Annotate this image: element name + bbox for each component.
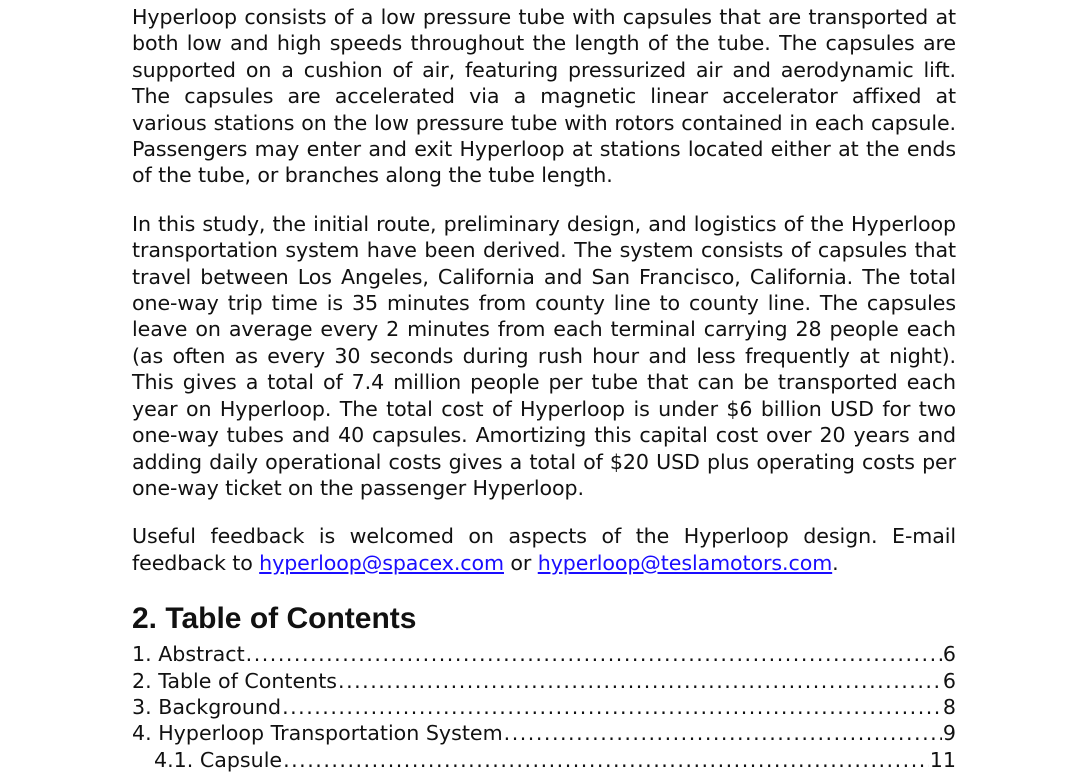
feedback-or-text: or bbox=[503, 550, 538, 575]
abstract-paragraph-1: Hyperloop consists of a low pressure tube with capsules that are transported at both low and high speeds throughout the length of the tube. The capsules are supported on a cushion of air, featuring pressurized air and aerodynamic lift. The capsules are accelerated via a magnetic linear accelerator affixed at various stations on the low pressure tube with rotors contained in each capsule. Passengers may enter and exit Hyperloop at stations located either at the ends of the tube, or branches along the tube length. bbox=[132, 5, 956, 188]
toc-leader-dots bbox=[504, 720, 942, 746]
toc-entry-hyperloop-transportation-system[interactable] bbox=[132, 720, 956, 746]
feedback-text: Useful feedback is welcomed on aspects of the Hyperloop design. E-mail feedback to bbox=[132, 524, 956, 575]
toc-entry-label: 3. Background bbox=[132, 694, 282, 719]
table-of-contents bbox=[132, 641, 956, 773]
toc-entry-page: 11 bbox=[929, 747, 956, 772]
feedback-paragraph bbox=[132, 523, 956, 576]
toc-entry-page: 9 bbox=[942, 721, 956, 746]
toc-leader-dots bbox=[282, 694, 942, 720]
toc-entry-label: 4. Hyperloop Transportation System bbox=[132, 721, 503, 746]
toc-entry-capsule[interactable] bbox=[132, 747, 956, 773]
toc-heading: 2. Table of Contents bbox=[132, 602, 417, 636]
abstract-paragraph-2: In this study, the initial route, preliminary design, and logistics of the Hyperloop transportation system have been derived. The system consists of capsules that travel between Los Angeles, California and San Francisco, California. The total one-way trip time is 35 minutes from county line to county line. The capsules leave on average every 2 minutes from each terminal carrying 28 people each (as often as every 30 seconds during rush hour and less frequently at night). This gives a total of 7.4 million people per tube that can be transported each year on Hyperloop. The total cost of Hyperloop is under $6 billion USD for two one-way tubes and 40 capsules. Amortizing this capital cost over 20 years and adding daily operational costs gives a total of $20 USD plus operating costs per one-way ticket on the passenger Hyperloop. bbox=[132, 211, 956, 500]
toc-entry-label: 4.1. Capsule bbox=[154, 747, 283, 772]
email-link-spacex[interactable]: hyperloop@spacex.com bbox=[259, 550, 504, 575]
toc-entry-background[interactable] bbox=[132, 694, 956, 720]
document-page bbox=[132, 4, 956, 773]
feedback-period: . bbox=[832, 550, 839, 575]
toc-entry-table-of-contents[interactable] bbox=[132, 668, 956, 694]
toc-entry-page: 6 bbox=[942, 668, 956, 693]
toc-entry-page: 6 bbox=[942, 642, 956, 667]
toc-entry-abstract[interactable] bbox=[132, 641, 956, 667]
toc-leader-dots bbox=[338, 668, 942, 694]
toc-leader-dots bbox=[283, 747, 929, 773]
toc-entry-label: 1. Abstract bbox=[132, 642, 245, 667]
toc-entry-label: 2. Table of Contents bbox=[132, 668, 338, 693]
toc-leader-dots bbox=[246, 641, 942, 667]
toc-entry-page: 8 bbox=[942, 694, 956, 719]
email-link-teslamotors[interactable]: hyperloop@teslamotors.com bbox=[537, 550, 833, 575]
